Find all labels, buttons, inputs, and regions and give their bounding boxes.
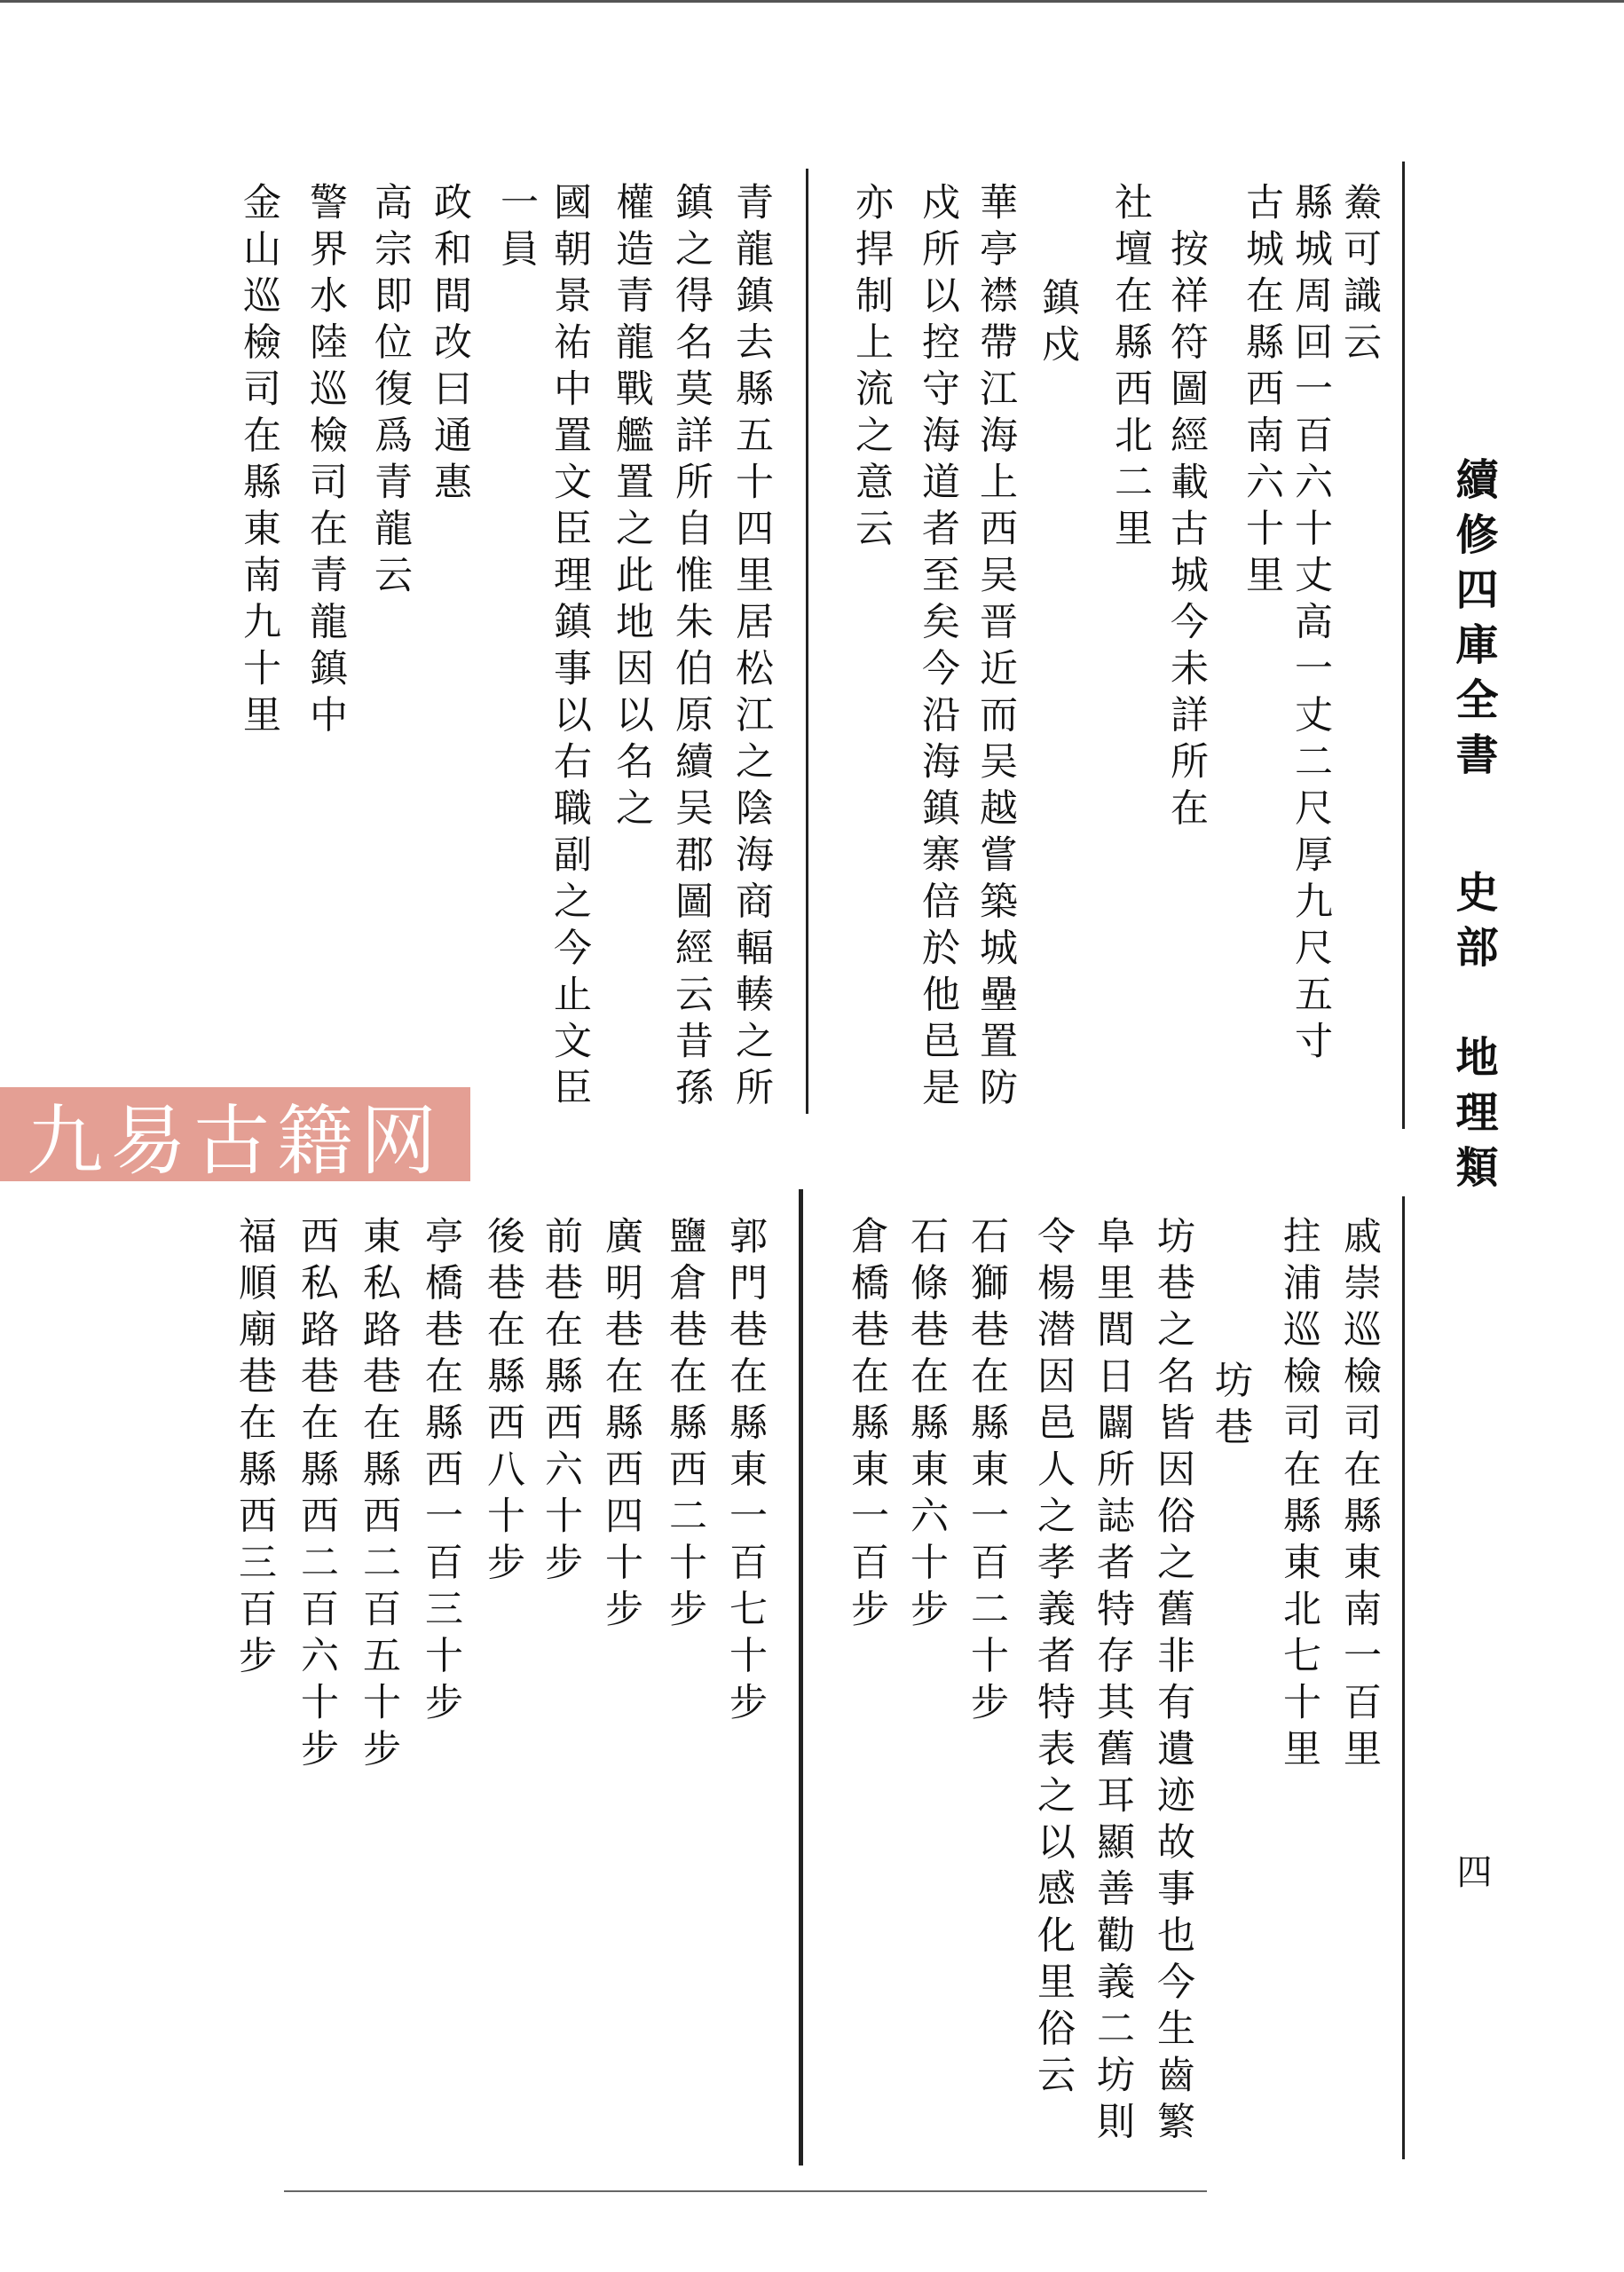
text-column: 古城在縣西南六十里 (1240, 182, 1284, 602)
book-title: 續修四庫全書 (1448, 457, 1498, 787)
text-column: 石獅巷在縣東一百二十步 (965, 1216, 1009, 1729)
text-column: 青龍鎮去縣五十四里居松江之陰海商輻輳之所 (729, 182, 774, 1114)
text-column: 前巷在縣西六十步 (539, 1216, 583, 1589)
text-column: 郭門巷在縣東一百七十步 (723, 1216, 768, 1729)
text-column: 令楊潜因邑人之孝義者特表之以感化里俗云 (1031, 1216, 1076, 2102)
text-column: 坊巷之名皆因俗之舊非有遺迹故事也今生齒繁 (1151, 1216, 1195, 2148)
bottom-rule (284, 2190, 1207, 2192)
section-title: 史部 地理類 (1448, 870, 1498, 1200)
text-column: 縣城周回一百六十丈高一丈二尺厚九尺五寸 (1289, 182, 1333, 1068)
text-column: 戍所以控守海道者至矣今沿海鎮寨倍於他邑是 (916, 182, 960, 1114)
text-column: 一員 (494, 182, 539, 275)
text-column: 警界水陸巡檢司在青龍鎮中 (304, 182, 348, 741)
text-column: 亭橋巷在縣西一百三十步 (419, 1216, 463, 1729)
text-column: 西私路巷在縣西二百六十步 (295, 1216, 339, 1775)
section-heading: 鎮戍 (1036, 231, 1080, 371)
text-column: 倉橋巷在縣東一百步 (845, 1216, 889, 1636)
text-column: 金山巡檢司在縣東南九十里 (237, 182, 281, 741)
text-column: 鹽倉巷在縣西二十步 (663, 1216, 707, 1636)
header-divider-upper (1402, 162, 1405, 1129)
text-column: 鮝可識云 (1337, 182, 1382, 368)
watermark-banner (0, 1087, 470, 1186)
text-column: 權造青龍戰艦置之此地因以名之 (610, 182, 654, 834)
text-column: 社壇在縣西北二里 (1108, 182, 1153, 555)
text-column: 戚崇巡檢司在縣東南一百里 (1337, 1216, 1382, 1775)
text-column: 阜里閭日闢所誌者特存其舊耳顯善勸義二坊則 (1091, 1216, 1135, 2148)
top-border-rule (0, 0, 1624, 3)
text-column: 按祥符圖經載古城今未詳所在 (1164, 182, 1209, 834)
page-number: 四 (1451, 1853, 1492, 1889)
section-heading: 坊巷 (1209, 1314, 1253, 1454)
text-column: 政和間改曰通惠 (428, 182, 472, 509)
text-column: 石條巷在縣東六十步 (904, 1216, 949, 1636)
text-column: 福順廟巷在縣西三百步 (233, 1216, 277, 1682)
upper-fold-line (806, 169, 808, 1114)
lower-fold-line (799, 1189, 803, 2166)
watermark-text: 九易古籍网 (27, 1097, 444, 1186)
text-column: 亦捍制上流之意云 (849, 182, 894, 555)
text-column: 華亭襟帶江海上西吴晋近而吴越嘗築城壘置防 (974, 182, 1018, 1114)
text-column: 廣明巷在縣西四十步 (599, 1216, 643, 1636)
text-column: 後巷在縣西八十步 (481, 1216, 525, 1589)
text-column: 鎮之得名莫詳所自惟朱伯原續吴郡圖經云昔孫 (669, 182, 713, 1114)
text-column: 拄浦巡檢司在縣東北七十里 (1277, 1216, 1321, 1775)
text-column: 東私路巷在縣西二百五十步 (357, 1216, 401, 1775)
header-divider-lower (1402, 1196, 1405, 2159)
text-column: 高宗即位復爲青龍云 (368, 182, 413, 602)
text-column: 國朝景祐中置文臣理鎮事以右職副之今止文臣 (548, 182, 592, 1114)
